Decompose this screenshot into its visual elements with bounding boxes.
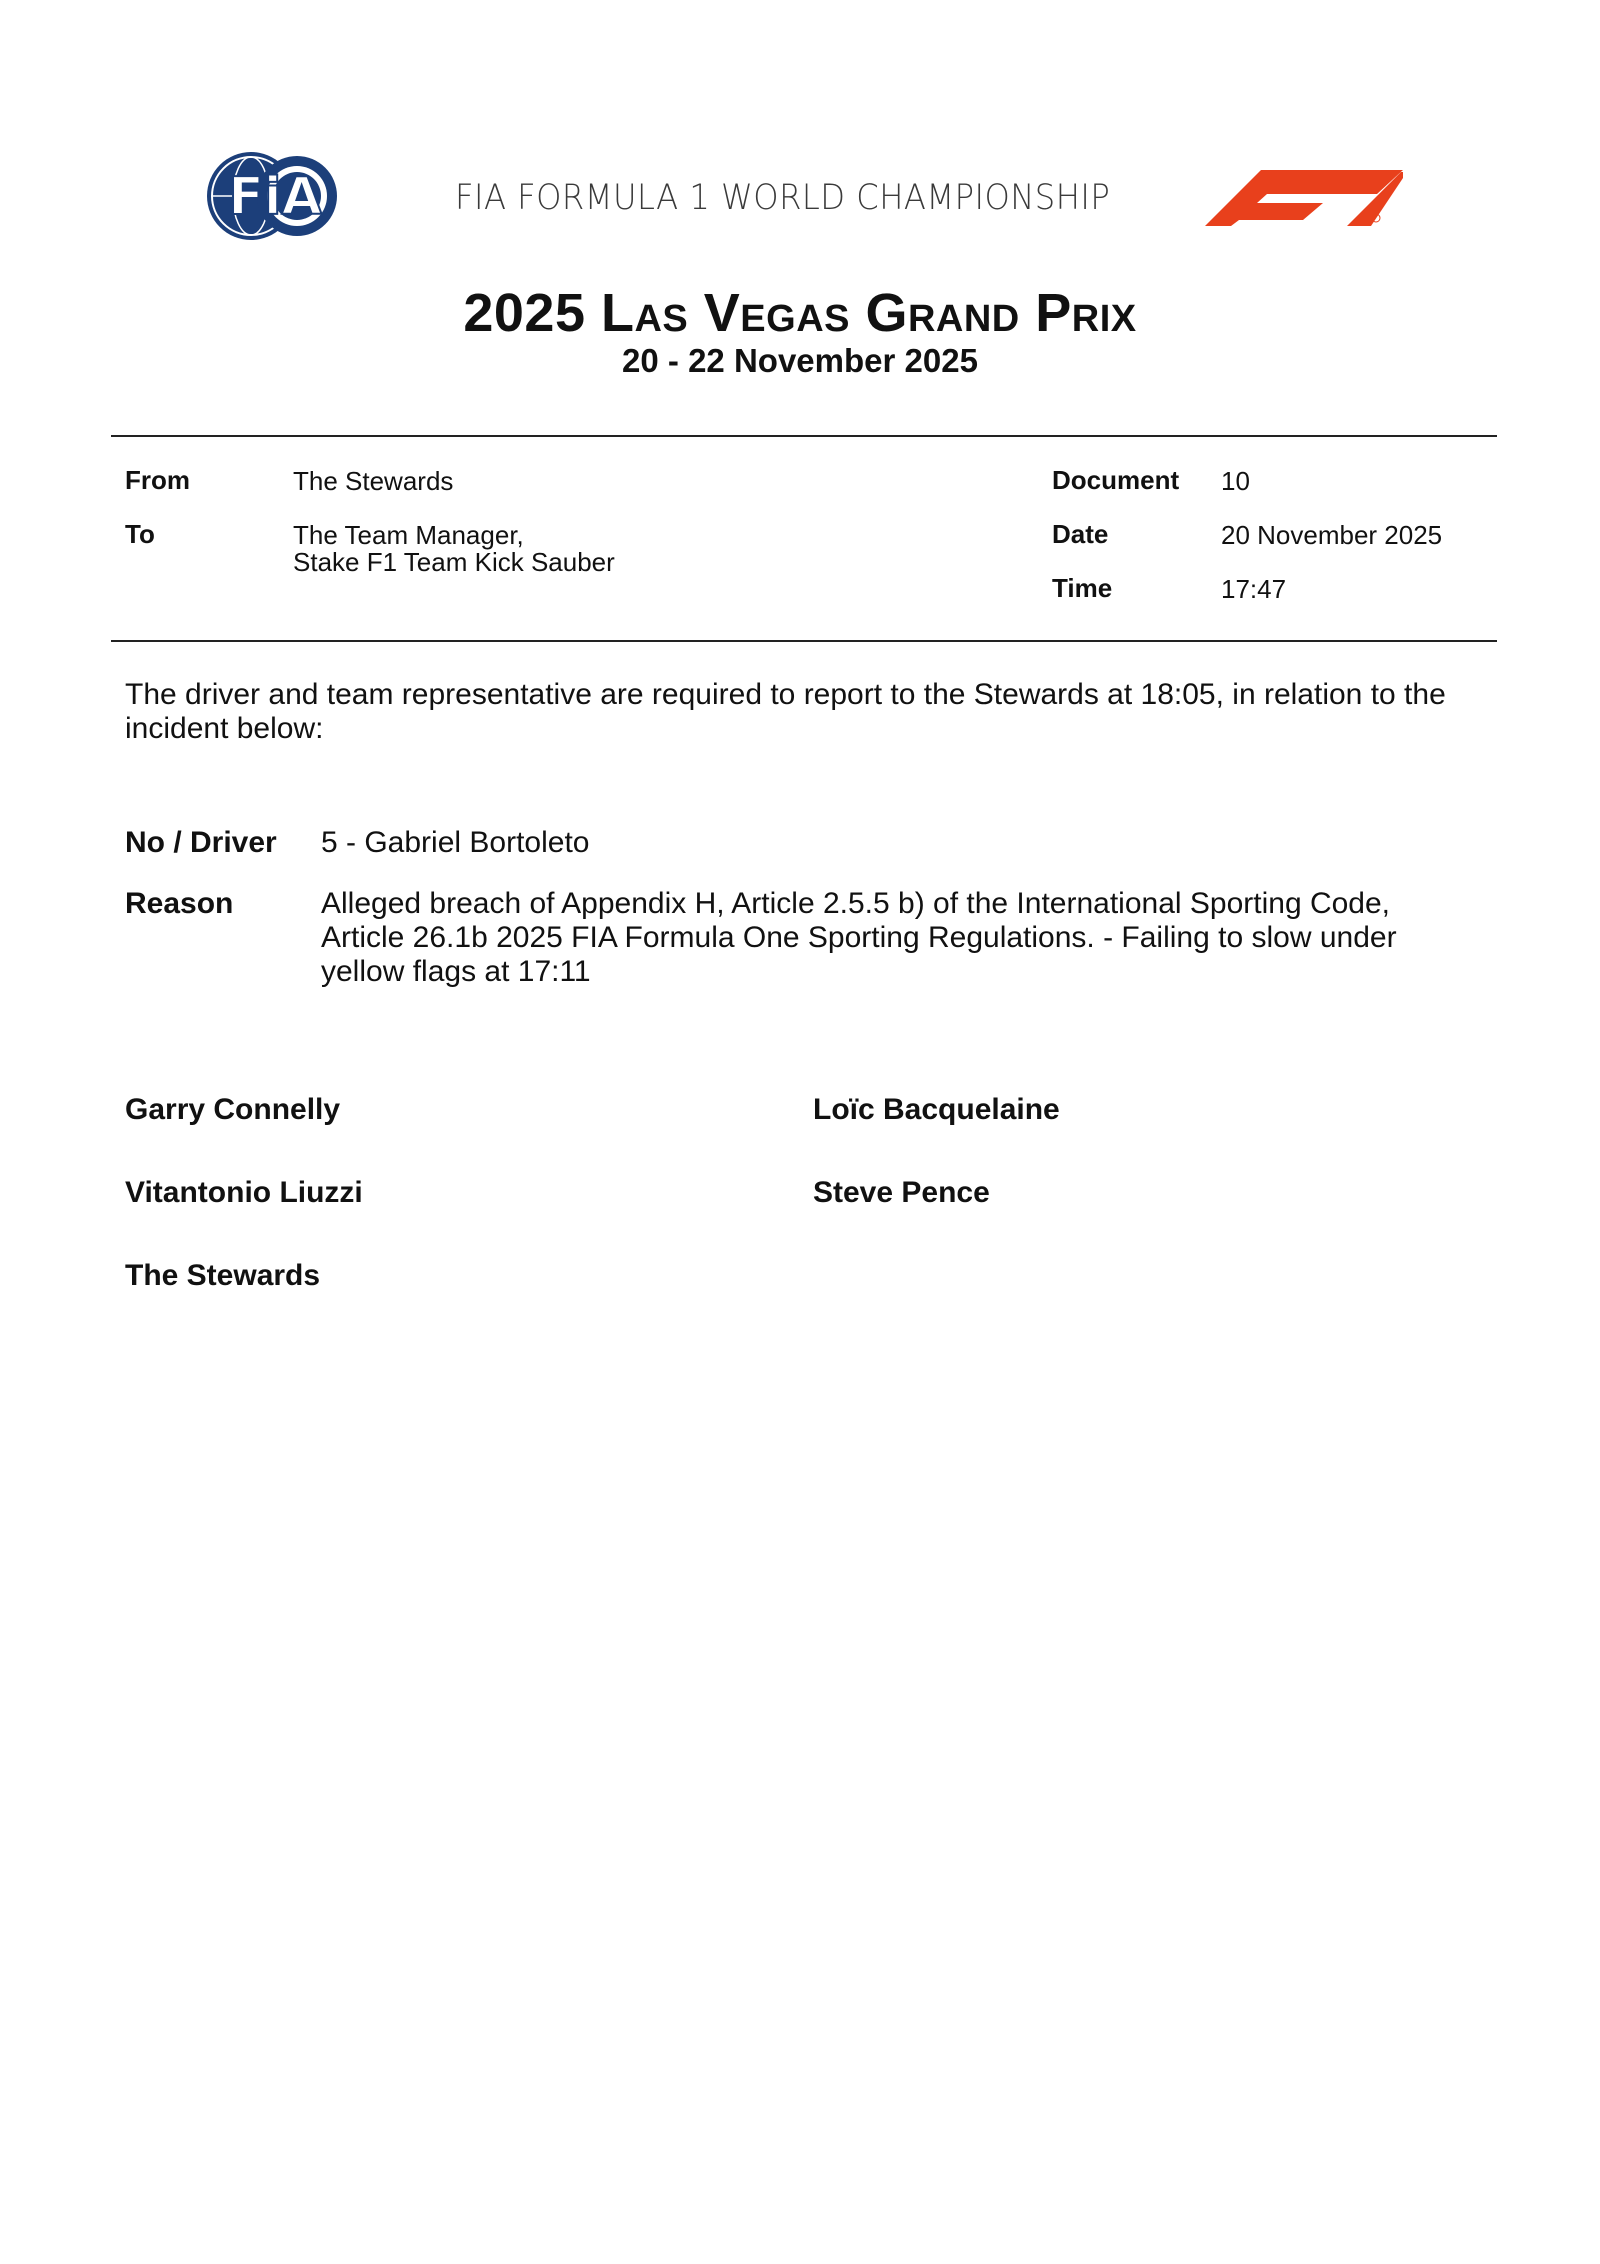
driver-value: 5 - Gabriel Bortoleto bbox=[321, 826, 590, 859]
to-value-line2: Stake F1 Team Kick Sauber bbox=[293, 547, 615, 577]
event-dates: 20 - 22 November 2025 bbox=[622, 342, 978, 379]
top-divider bbox=[111, 435, 1497, 437]
championship-title: FIA FORMULA 1 WORLD CHAMPIONSHIP bbox=[455, 178, 1111, 218]
from-label: From bbox=[125, 465, 190, 495]
to-value-line1: The Team Manager, bbox=[293, 520, 524, 550]
steward-name: Loïc Bacquelaine bbox=[813, 1093, 1060, 1126]
stewards-signature: The Stewards bbox=[125, 1259, 321, 1292]
fia-logo bbox=[205, 150, 340, 242]
steward-name: Vitantonio Liuzzi bbox=[125, 1176, 363, 1209]
event-title: 2025 Las Vegas Grand Prix bbox=[463, 283, 1137, 343]
to-label: To bbox=[125, 519, 155, 549]
f1-logo bbox=[1205, 168, 1403, 226]
bottom-divider bbox=[111, 640, 1497, 642]
time-value: 17:47 bbox=[1221, 574, 1287, 604]
summons-text: The driver and team representative are required to report to the Stewards at 18:05, in relation to the incident below: bbox=[125, 678, 1446, 745]
reason-value: Alleged breach of Appendix H, Article 2.5.5 b) of the International Sporting Code, Article 26.1b 2025 FIA Formula One Sporting Regulations. - Failing to slow under yellow flags at 17:11 bbox=[321, 887, 1397, 988]
driver-label: No / Driver bbox=[125, 826, 277, 859]
steward-name: Steve Pence bbox=[813, 1176, 990, 1209]
time-label: Time bbox=[1052, 573, 1113, 603]
date-label: Date bbox=[1052, 519, 1109, 549]
document-label: Document bbox=[1052, 465, 1180, 495]
from-value: The Stewards bbox=[293, 466, 454, 496]
steward-name: Garry Connelly bbox=[125, 1093, 341, 1126]
fia-logo-text: FiA bbox=[228, 167, 322, 227]
document-value: 10 bbox=[1221, 466, 1250, 496]
date-value: 20 November 2025 bbox=[1221, 520, 1443, 550]
reason-label: Reason bbox=[125, 887, 234, 920]
